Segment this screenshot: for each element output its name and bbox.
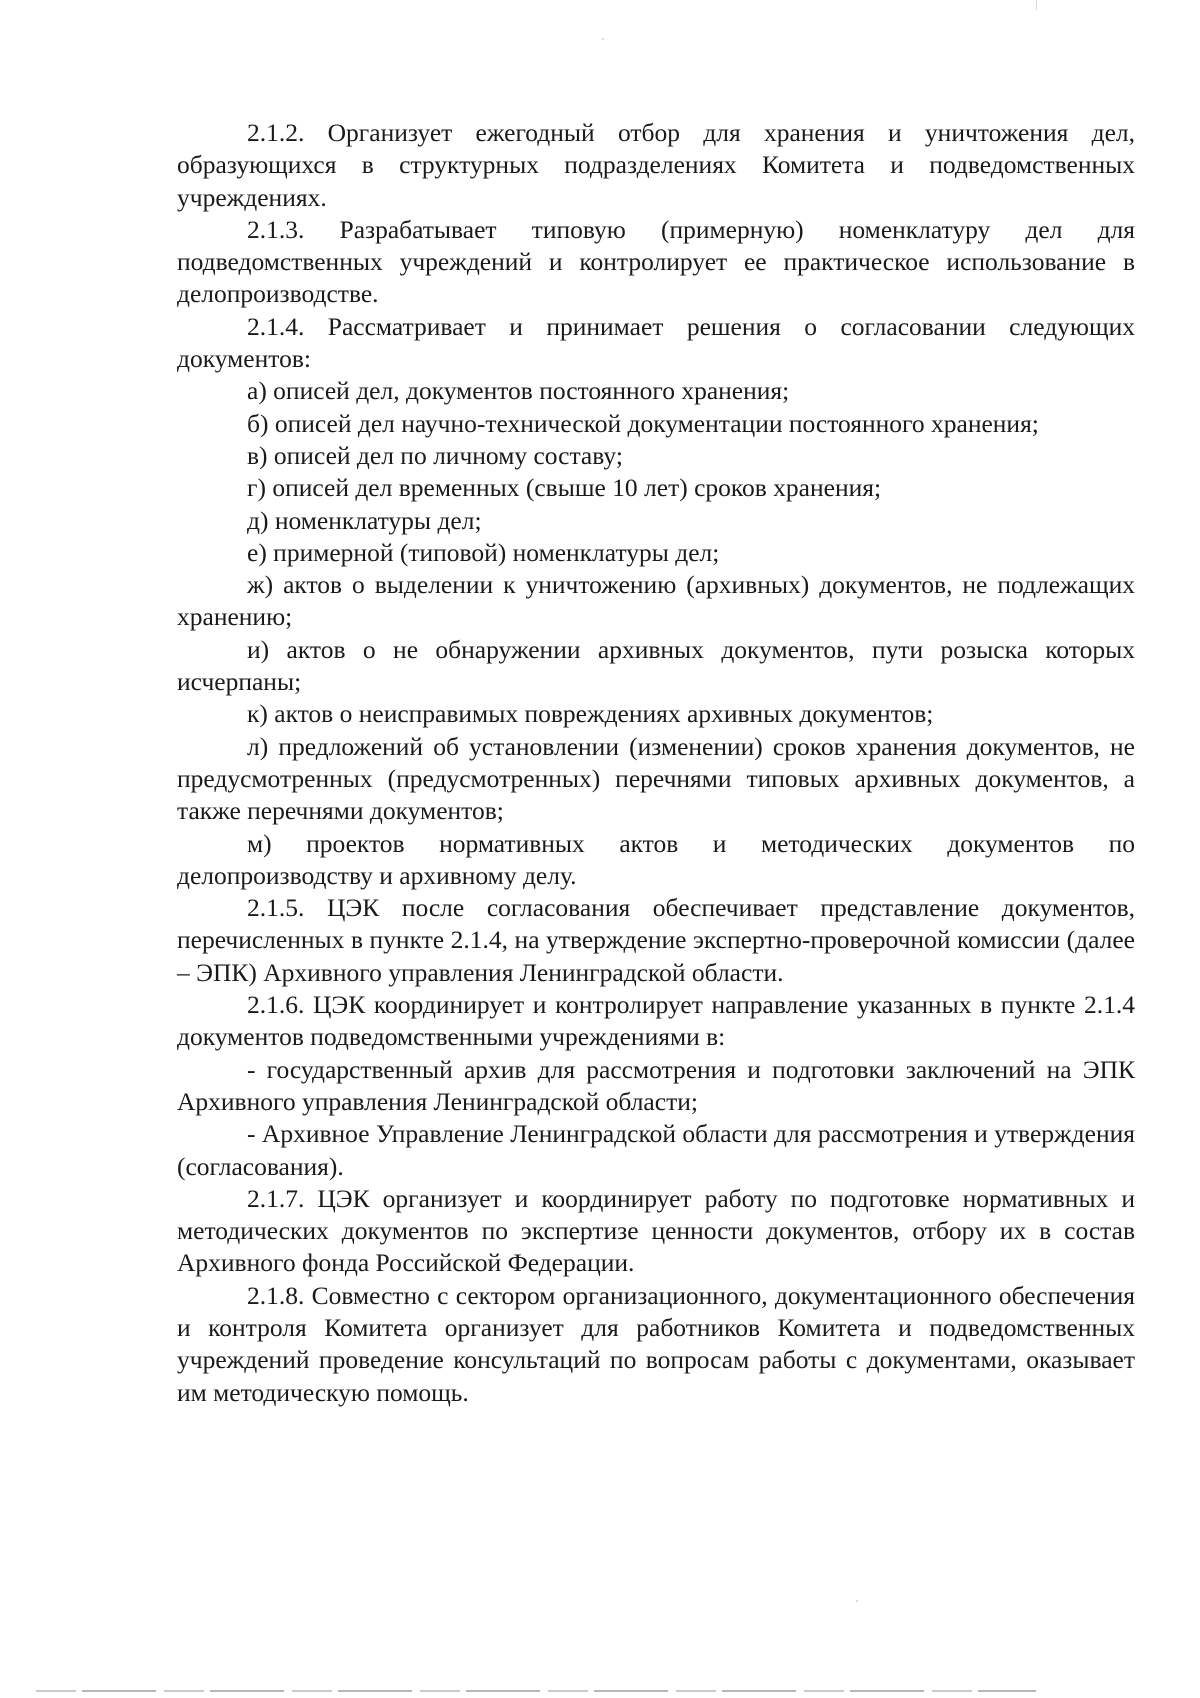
- document-body: [177, 117, 1135, 1409]
- list-item-a: а) описей дел, документов постоянного хранения;: [247, 376, 790, 406]
- dash-item-state-archive: - государственный архив для рассмотрения и подготовки заключений на ЭПК Архивного управления Ленинградской области;: [177, 1054, 1135, 1116]
- scan-artifact: [602, 38, 604, 40]
- scan-artifact: [856, 1600, 858, 1602]
- paragraph-2-1-2: 2.1.2. Организует ежегодный отбор для хранения и уничтожения дел, образующихся в структурных подразделениях Комитета и подведомственных учреждениях.: [177, 118, 1135, 212]
- scan-artifact: [1036, 0, 1037, 10]
- list-item-d: д) номенклатуры дел;: [247, 505, 482, 535]
- list-item-g: г) описей дел временных (свыше 10 лет) сроков хранения;: [247, 473, 882, 503]
- paragraph-2-1-3: 2.1.3. Разрабатывает типовую (примерную) номенклатуру дел для подведомственных учреждений и контролирует ее практическое использование в делопроизводстве.: [177, 214, 1135, 309]
- paragraph-2-1-8: 2.1.8. Совместно с сектором организационного, документационного обеспечения и контроля Комитета организует для работников Комитета и подведомственных учреждений проведение консультаций по вопросам работы с документами, оказывает им методическую помощь.: [177, 1280, 1135, 1407]
- scan-bottom-edge: [36, 1690, 1036, 1692]
- list-item-i: и) актов о не обнаружении архивных документов, пути розыска которых исчерпаны;: [177, 634, 1135, 697]
- paragraph-2-1-5: 2.1.5. ЦЭК после согласования обеспечивает представление документов, перечисленных в пункте 2.1.4, на утверждение экспертно-проверочной комиссии (далее – ЭПК) Архивного управления Ленинградской области.: [177, 893, 1135, 987]
- list-item-zh: ж) актов о выделении к уничтожению (архивных) документов, не подлежащих хранению;: [177, 570, 1135, 632]
- paragraph-2-1-7: 2.1.7. ЦЭК организует и координирует работу по подготовке нормативных и методических документов по экспертизе ценности документов, отбору их в состав Архивного фонда Российской Федерации.: [177, 1183, 1135, 1278]
- dash-item-archive-department: - Архивное Управление Ленинградской области для рассмотрения и утверждения (согласования).: [177, 1119, 1135, 1181]
- paragraph-2-1-4: 2.1.4. Рассматривает и принимает решения о согласовании следующих документов:: [177, 311, 1135, 374]
- list-item-e: е) примерной (типовой) номенклатуры дел;: [247, 537, 720, 567]
- list-item-m: м) проектов нормативных актов и методических документов по делопроизводству и архивному делу.: [177, 828, 1135, 890]
- list-item-k: к) актов о неисправимых повреждениях архивных документов;: [247, 699, 934, 729]
- list-item-b: б) описей дел научно-технической документации постоянного хранения;: [247, 408, 1039, 438]
- list-item-l: л) предложений об установлении (изменении) сроков хранения документов, не предусмотренных (предусмотренных) перечнями типовых архивных документов, а также перечнями документов;: [177, 731, 1135, 826]
- list-item-v: в) описей дел по личному составу;: [247, 440, 623, 470]
- paragraph-2-1-6: 2.1.6. ЦЭК координирует и контролирует направление указанных в пункте 2.1.4 документов подведомственными учреждениями в:: [177, 990, 1135, 1052]
